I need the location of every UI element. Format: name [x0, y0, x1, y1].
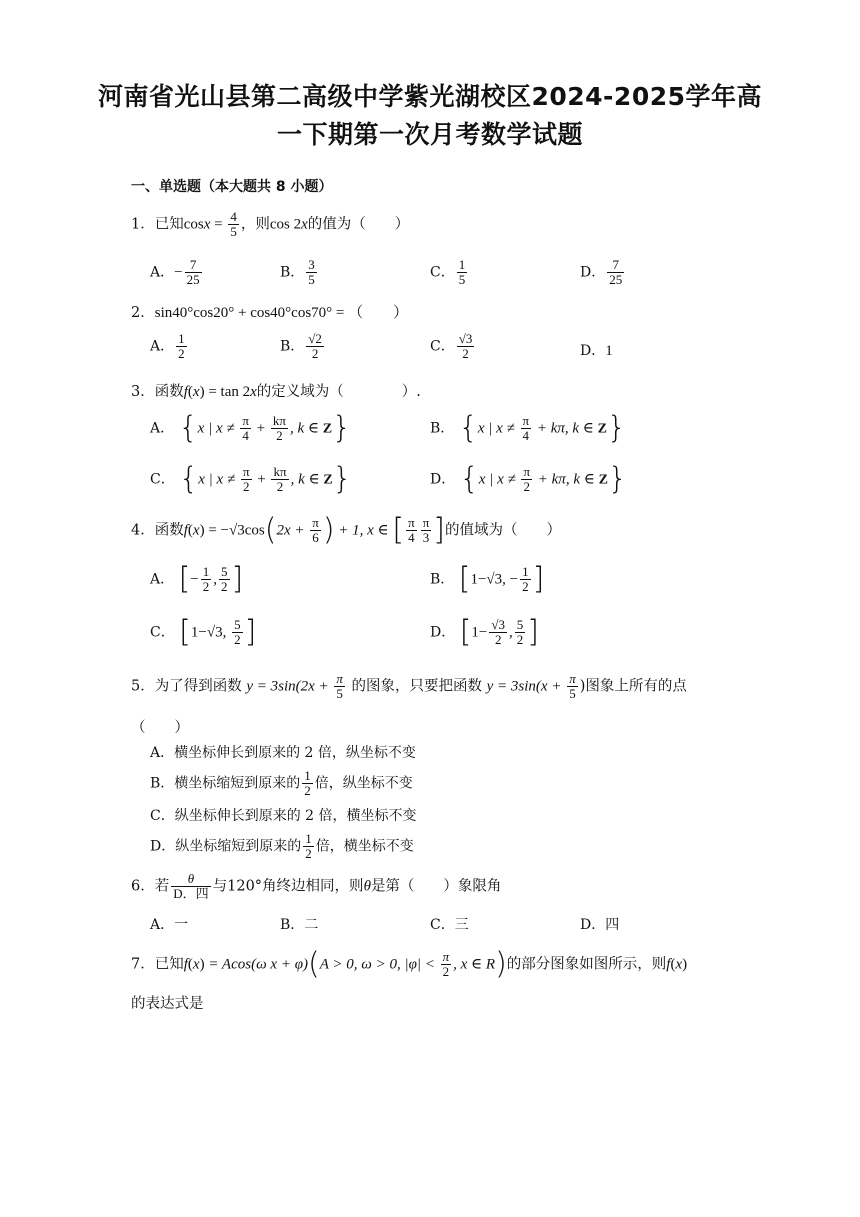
- q1-option-d[interactable]: D． $\frac{7}{25}$: [580, 257, 623, 287]
- q3-option-d[interactable]: D． {x | x ≠ $\frac{\pi}{2}$ + kπ, k ∈ Z}: [430, 461, 628, 497]
- q3-option-c[interactable]: C． {x | x ≠ $\frac{\pi}{2}$ + $\frac{k\pi}{2}$ , k ∈ Z}: [150, 461, 352, 497]
- fraction: $\frac{\pi}{4}$: [408, 515, 415, 545]
- fraction: $\frac{\pi}{2}$: [523, 464, 531, 494]
- fraction: $\frac{\pi}{5}$: [336, 671, 343, 701]
- exam-title: [60, 78, 800, 154]
- fraction: $\frac{5}{2}$: [516, 617, 524, 647]
- q2-option-a[interactable]: A． $\frac{1}{2}$: [150, 331, 185, 361]
- q4-option-d[interactable]: D． [1− $\frac{√3}{2}$ , $\frac{5}{2}$ ]: [430, 614, 539, 650]
- q5-option-c[interactable]: C．纵坐标伸长到原来的 2 倍，横坐标不变: [150, 808, 417, 824]
- fraction: $\frac{7}{25}$: [609, 257, 623, 287]
- fraction: $\frac{√3}{2}$: [458, 331, 473, 361]
- fraction: $\frac{4}{5}$: [230, 209, 237, 239]
- q6-option-a[interactable]: A．一: [150, 917, 189, 933]
- q4-option-a[interactable]: A． [− $\frac{1}{2}$ , $\frac{5}{2}$ ]: [150, 561, 244, 597]
- fraction: $\frac{5}{2}$: [234, 617, 241, 647]
- q1-option-b[interactable]: B． $\frac{3}{5}$: [280, 257, 315, 287]
- fraction: $\frac{\pi}{4}$: [242, 413, 249, 443]
- fraction: $\frac{\theta}{\text{D．四}}$: [173, 871, 209, 901]
- q4-option-c[interactable]: C． [1−√3, $\frac{5}{2}$ ]: [150, 614, 257, 650]
- question-5-paren: （ ）: [131, 720, 189, 736]
- title-line-2: 一下期第一次月考数学试题: [276, 120, 583, 149]
- q6-option-c[interactable]: C．三: [430, 917, 469, 933]
- q3-option-a[interactable]: A． {x | x ≠ $\frac{\pi}{4}$ + $\frac{k\pi}{2}$ , k ∈ Z}: [150, 410, 352, 446]
- fraction: $\frac{1}{2}$: [304, 768, 311, 798]
- q1-option-c[interactable]: C． $\frac{1}{5}$: [430, 257, 466, 287]
- fraction: $\frac{1}{2}$: [178, 331, 185, 361]
- title-line-1: 河南省光山县第二高级中学紫光湖校区2024-2025学年高: [97, 82, 763, 111]
- q3-option-b[interactable]: B． {x | x ≠ $\frac{\pi}{4}$ + kπ, k ∈ Z}: [430, 410, 627, 446]
- q5-option-b[interactable]: B．横坐标缩短到原来的 $\frac{1}{2}$ 倍，纵坐标不变: [150, 768, 413, 798]
- fraction: $\frac{5}{2}$: [221, 564, 228, 594]
- fraction: $\frac{k\pi}{2}$: [272, 413, 286, 443]
- q5-option-d[interactable]: D．纵坐标缩短到原来的 $\frac{1}{2}$ 倍，横坐标不变: [150, 831, 414, 861]
- fraction: $\frac{1}{2}$: [305, 831, 312, 861]
- q2-option-c[interactable]: C． $\frac{√3}{2}$: [430, 331, 473, 361]
- fraction: $\frac{3}{5}$: [308, 257, 315, 287]
- fraction: $\frac{7}{25}$: [186, 257, 200, 287]
- fraction: $\frac{1}{5}$: [458, 257, 466, 287]
- q6-option-b[interactable]: B．二: [280, 917, 319, 933]
- fraction: $\frac{\pi}{2}$: [242, 464, 250, 494]
- fraction: $\frac{1}{2}$: [522, 564, 529, 594]
- fraction: $\frac{\pi}{4}$: [522, 413, 530, 443]
- q6-option-d[interactable]: D．四: [580, 917, 620, 933]
- fraction: $\frac{\pi}{5}$: [569, 671, 576, 701]
- question-7-line-2: 的表达式是: [131, 996, 204, 1012]
- fraction: $\frac{\pi}{3}$: [422, 515, 430, 545]
- fraction: $\frac{\pi}{2}$: [442, 949, 450, 979]
- question-7: 7．已知f(x) = Acos(ω x + φ)(A > 0, ω > 0, |φ| < $\frac{\pi}{2}$ , x ∈ R)的部分图象如图所示，则f(x): [131, 946, 688, 982]
- question-4: 4．函数f(x) = −√3cos(2x + $\frac{\pi}{6}$ ) + 1, x ∈ [ $\frac{\pi}{4}$ $\frac{\pi}{3}$ ]的值域为（ ）: [131, 512, 562, 548]
- q2-option-b[interactable]: B． $\frac{√2}{2}$: [280, 331, 322, 361]
- q5-option-a[interactable]: A．横坐标伸长到原来的 2 倍，纵坐标不变: [150, 745, 416, 761]
- section-heading: 一、单选题（本大题共 8 小题）: [131, 179, 333, 195]
- q2-option-d[interactable]: D．1: [580, 343, 613, 359]
- fraction: $\frac{1}{2}$: [202, 564, 210, 594]
- fraction: $\frac{k\pi}{2}$: [273, 464, 287, 494]
- q1-option-a[interactable]: A．− $\frac{7}{25}$: [150, 257, 200, 287]
- q4-option-b[interactable]: B． [1−√3, − $\frac{1}{2}$ ]: [430, 561, 545, 597]
- question-1: 1．已知cosx = $\frac{4}{5}$ ，则cos 2x的值为（ ）: [131, 209, 410, 239]
- fraction: $\frac{√3}{2}$: [491, 617, 506, 647]
- question-6: 6．若 $\frac{\theta}{\text{D．四}}$ 与120°角终边相同，则θ是第（ ）象限角: [131, 871, 502, 901]
- fraction: $\frac{\pi}{6}$: [312, 515, 319, 545]
- question-3: 3．函数f(x) = tan 2x的定义域为（ ）.: [131, 384, 421, 400]
- fraction: $\frac{√2}{2}$: [308, 331, 322, 361]
- question-2: 2．sin40°cos20° + cos40°cos70° = （ ）: [131, 305, 409, 321]
- question-5: 5．为了得到函数 y = 3sin(2x + $\frac{\pi}{5}$ 的图象，只要把函数 y = 3sin(x + $\frac{\pi}{5}$ )图象上所有的点: [131, 671, 687, 701]
